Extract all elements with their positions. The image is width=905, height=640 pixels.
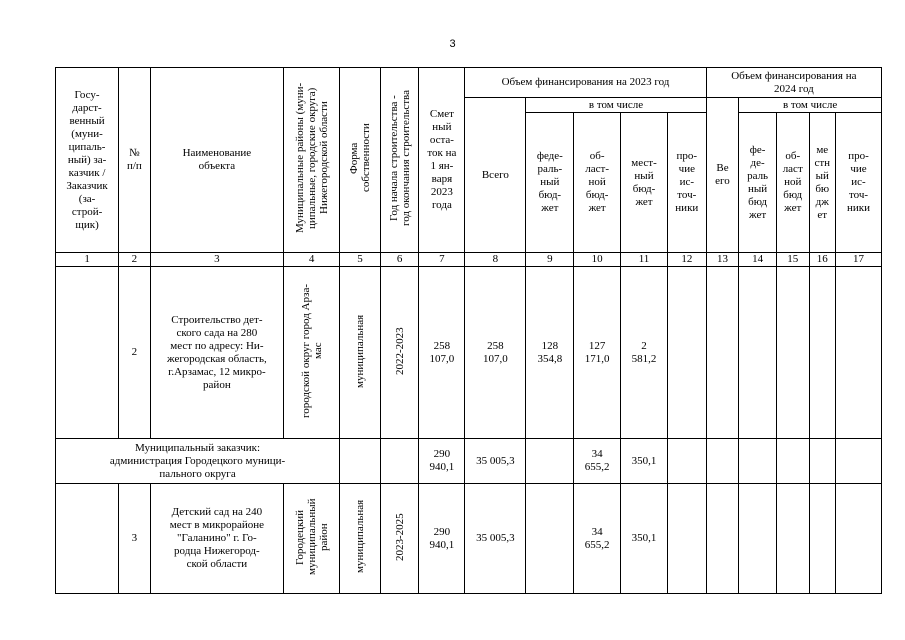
cell-empty	[739, 439, 777, 484]
table-row	[56, 267, 882, 439]
cell-empty	[706, 267, 739, 439]
header-customer: Госу- дарст- венный (муни- ципаль- ный) за- казчик / Заказчик (за- строй- щик)	[56, 68, 119, 253]
cell-empty	[809, 267, 835, 439]
table-row	[56, 484, 882, 594]
cell-empty	[739, 267, 777, 439]
years-cell: 2023-2025	[380, 484, 419, 594]
header-total-2024: Ве его	[706, 98, 739, 253]
col-number: 2	[119, 253, 151, 267]
cell-empty	[380, 439, 419, 484]
cell-empty	[667, 439, 706, 484]
col-number: 15	[776, 253, 809, 267]
row-number: 3	[119, 484, 151, 594]
header-local-2024: ме стн ый бю дж ет	[809, 113, 835, 253]
table-row	[56, 439, 882, 484]
col-number: 10	[574, 253, 621, 267]
page-number: 3	[449, 38, 456, 50]
header-object-name: Наименование объекта	[150, 68, 283, 253]
header-financing-2024: Объем финансирования на 2024 год	[706, 68, 881, 98]
header-regional-2024: об- ласт ной бюд жет	[776, 113, 809, 253]
cell-empty	[835, 439, 881, 484]
customer-cell: Муниципальный заказчик: администрация Городецкого муници- пального округа	[56, 439, 340, 484]
col-number: 11	[621, 253, 668, 267]
header-other-2024: про- чие ис- точ- ники	[835, 113, 881, 253]
local-2023-cell: 2 581,2	[621, 267, 668, 439]
estimate-cell: 290 940,1	[419, 439, 465, 484]
cell-empty	[340, 439, 381, 484]
regional-2023-cell: 34 655,2	[574, 439, 621, 484]
federal-2023-cell: 128 354,8	[526, 267, 574, 439]
cell-empty	[835, 484, 881, 594]
regional-2023-cell: 127 171,0	[574, 267, 621, 439]
header-federal-2024: фе- де- раль ный бюд жет	[739, 113, 777, 253]
cell-empty	[56, 484, 119, 594]
object-name-cell: Детский сад на 240 мест в микрорайоне "Галанино" г. Го- родца Нижегород- ской области	[150, 484, 283, 594]
cell-empty	[809, 439, 835, 484]
header-local-2023: мест- ный бюд- жет	[621, 113, 668, 253]
column-numbers-row	[56, 253, 882, 267]
col-number: 3	[150, 253, 283, 267]
cell-empty	[56, 267, 119, 439]
header-ownership: Форма собственности	[340, 68, 381, 253]
years-cell: 2022-2023	[380, 267, 419, 439]
local-2023-cell: 350,1	[621, 484, 668, 594]
cell-empty	[706, 484, 739, 594]
col-number: 17	[835, 253, 881, 267]
ownership-cell: муниципальная	[340, 267, 381, 439]
total-2023-cell: 35 005,3	[465, 439, 526, 484]
header-total-2023: Всего	[465, 98, 526, 253]
col-number: 1	[56, 253, 119, 267]
header-federal-2023: феде- раль- ный бюд- жет	[526, 113, 574, 253]
cell-empty	[706, 439, 739, 484]
header-other-2023: про- чие ис- точ- ники	[667, 113, 706, 253]
investment-table	[55, 67, 882, 594]
col-number: 7	[419, 253, 465, 267]
col-number: 4	[284, 253, 340, 267]
cell-empty	[776, 439, 809, 484]
regional-2023-cell: 34 655,2	[574, 484, 621, 594]
estimate-cell: 258 107,0	[419, 267, 465, 439]
col-number: 12	[667, 253, 706, 267]
cell-empty	[835, 267, 881, 439]
col-number: 6	[380, 253, 419, 267]
district-cell: городской округ город Арза- мас	[284, 267, 340, 439]
header-district: Муниципальные районы (муни- ципальные, городские округа) Нижегородской области	[284, 68, 340, 253]
header-number: № п/п	[119, 68, 151, 253]
district-cell: Городецкий муниципальный район	[284, 484, 340, 594]
col-number: 16	[809, 253, 835, 267]
cell-empty	[776, 267, 809, 439]
header-including-2023: в том числе	[526, 98, 706, 113]
estimate-cell: 290 940,1	[419, 484, 465, 594]
ownership-cell: муниципальная	[340, 484, 381, 594]
header-financing-2023: Объем финансирования на 2023 год	[465, 68, 706, 98]
col-number: 13	[706, 253, 739, 267]
header-estimate-balance: Смет ный оста- ток на 1 ян- варя 2023 года	[419, 68, 465, 253]
col-number: 8	[465, 253, 526, 267]
header-regional-2023: об- ласт- ной бюд- жет	[574, 113, 621, 253]
cell-empty	[739, 484, 777, 594]
header-including-2024: в том числе	[739, 98, 882, 113]
row-number: 2	[119, 267, 151, 439]
cell-empty	[776, 484, 809, 594]
col-number: 5	[340, 253, 381, 267]
cell-empty	[809, 484, 835, 594]
cell-empty	[667, 484, 706, 594]
cell-empty	[526, 484, 574, 594]
header-years: Год начала строительства - год окончания строительства	[380, 68, 419, 253]
local-2023-cell: 350,1	[621, 439, 668, 484]
object-name-cell: Строительство дет- ского сада на 280 мест по адресу: Ни- жегородская область, г.Арзамас, 12 микро- район	[150, 267, 283, 439]
total-2023-cell: 35 005,3	[465, 484, 526, 594]
cell-empty	[667, 267, 706, 439]
total-2023-cell: 258 107,0	[465, 267, 526, 439]
col-number: 9	[526, 253, 574, 267]
col-number: 14	[739, 253, 777, 267]
cell-empty	[526, 439, 574, 484]
